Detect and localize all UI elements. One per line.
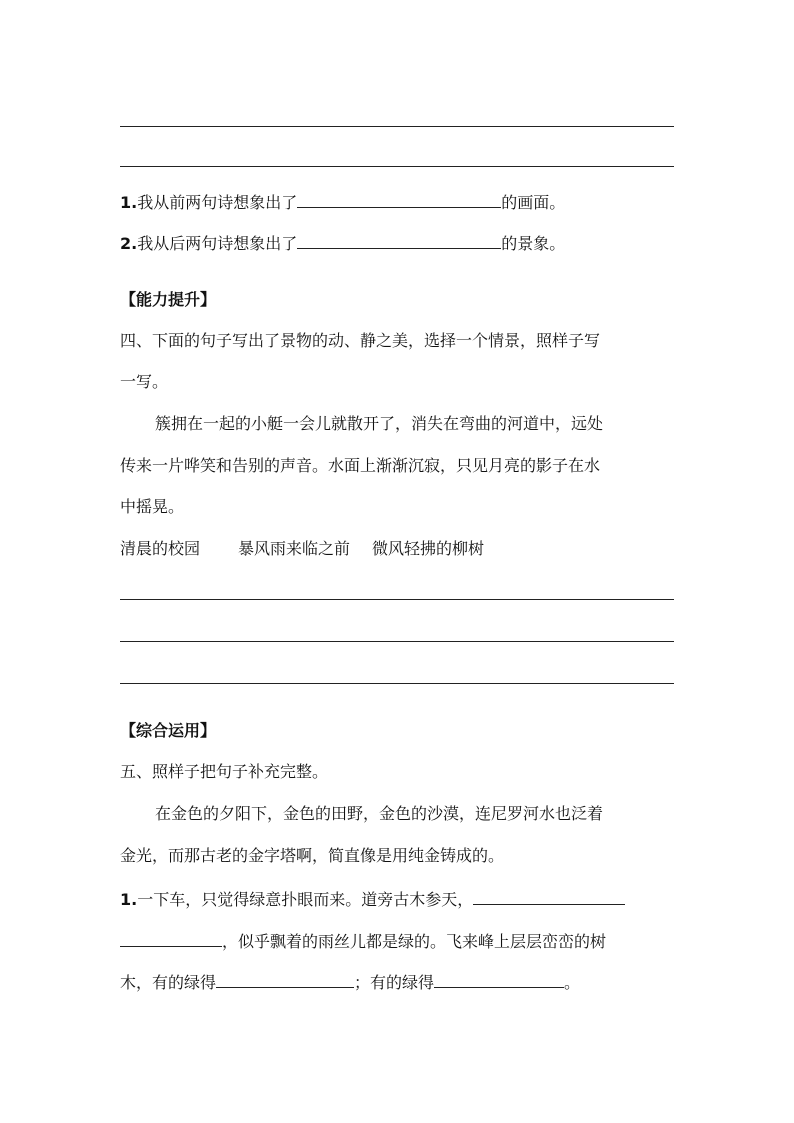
writing-line bbox=[120, 683, 674, 684]
item-text: 一下车，只觉得绿意扑眼而来。道旁古木参天， bbox=[137, 890, 474, 909]
section-heading-ability: 【能力提升】 bbox=[120, 290, 217, 309]
scene-choice: 微风轻拂的柳树 bbox=[372, 539, 485, 558]
answer-blank[interactable] bbox=[297, 189, 501, 208]
question-4-line: 一写。 bbox=[120, 372, 169, 391]
item-text: 木，有的绿得 bbox=[120, 973, 217, 992]
example-paragraph-line: 传来一片哗笑和告别的声音。水面上渐渐沉寂，只见月亮的影子在水 bbox=[120, 456, 601, 475]
item-suffix: 的画面。 bbox=[501, 193, 566, 212]
apply-item-1-line bbox=[120, 886, 625, 912]
question-5-line: 五、照样子把句子补充完整。 bbox=[120, 762, 329, 781]
answer-blank[interactable] bbox=[120, 928, 222, 947]
answer-blank[interactable] bbox=[434, 969, 564, 988]
writing-line bbox=[120, 599, 674, 600]
section-heading-apply: 【综合运用】 bbox=[120, 721, 217, 740]
apply-item-1-line bbox=[120, 928, 606, 954]
item-text: ；有的绿得 bbox=[354, 973, 435, 992]
writing-line bbox=[120, 641, 674, 642]
item-text: 我从前两句诗想象出了 bbox=[137, 193, 298, 212]
writing-line bbox=[120, 126, 674, 127]
scene-choice: 暴风雨来临之前 bbox=[238, 539, 351, 558]
example-paragraph-line: 在金色的夕阳下，金色的田野，金色的沙漠，连尼罗河水也泛着 bbox=[155, 804, 604, 823]
scene-choice: 清晨的校园 bbox=[120, 539, 201, 558]
answer-blank[interactable] bbox=[216, 969, 354, 988]
item-text: 。 bbox=[564, 973, 581, 992]
image-question-1 bbox=[120, 189, 565, 215]
answer-blank[interactable] bbox=[297, 230, 501, 249]
item-number: 1. bbox=[120, 193, 138, 212]
item-text: ，似乎飘着的雨丝儿都是绿的。飞来峰上层层峦峦的树 bbox=[222, 932, 607, 951]
item-number: 2. bbox=[120, 234, 138, 253]
item-number: 1. bbox=[120, 890, 138, 909]
item-suffix: 的景象。 bbox=[501, 234, 566, 253]
apply-item-1-line bbox=[120, 969, 580, 995]
item-text: 我从后两句诗想象出了 bbox=[137, 234, 298, 253]
answer-blank[interactable] bbox=[473, 886, 625, 905]
example-paragraph-line: 金光，而那古老的金字塔啊，简直像是用纯金铸成的。 bbox=[120, 846, 505, 865]
question-4-line: 四、下面的句子写出了景物的动、静之美，选择一个情景，照样子写 bbox=[120, 331, 601, 350]
example-paragraph-line: 簇拥在一起的小艇一会儿就散开了，消失在弯曲的河道中，远处 bbox=[155, 414, 604, 433]
writing-line bbox=[120, 166, 674, 167]
image-question-2 bbox=[120, 230, 565, 256]
scene-choices bbox=[120, 537, 484, 561]
example-paragraph-line: 中摇晃。 bbox=[120, 497, 185, 516]
